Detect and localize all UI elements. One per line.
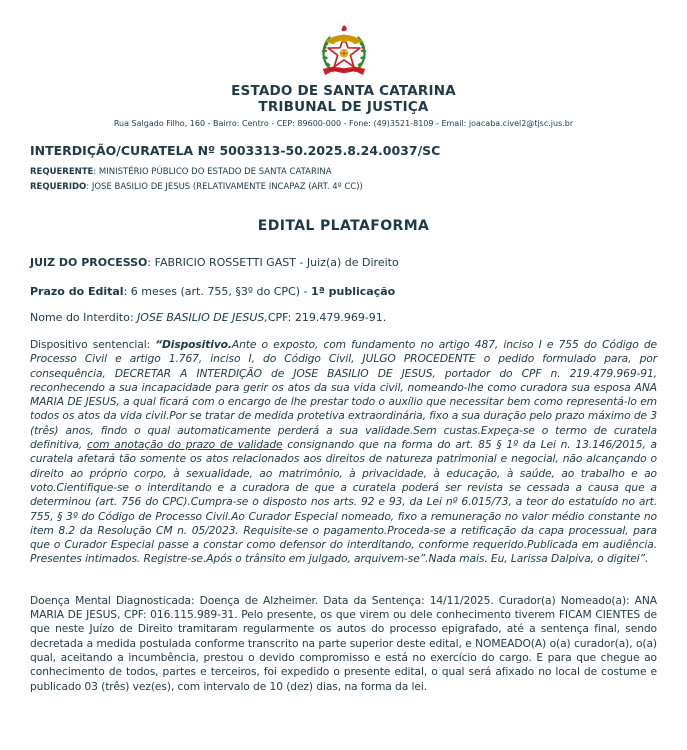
edital-term-line [30, 285, 657, 298]
sentence-dispositivo-paragraph [30, 338, 657, 567]
requerido-line [30, 182, 657, 192]
publication-number: 1ª publicação [310, 285, 396, 298]
santa-catarina-coat-of-arms-icon [316, 22, 372, 80]
court-name: TRIBUNAL DE JUSTIÇA [258, 98, 429, 115]
interdicted-name: JOSE BASILIO DE JESUS, [137, 311, 268, 324]
state-name: ESTADO DE SANTA CATARINA [231, 83, 456, 99]
requerido-value: : JOSE BASILIO DE JESUS (RELATIVAMENTE INCAPAZ (ART. 4º CC)) [86, 182, 363, 192]
judge-value: : FABRICIO ROSSETTI GAST - Juiz(a) de Direito [147, 256, 399, 269]
interdicted-cpf: CPF: 219.479.969-91. [267, 311, 387, 324]
term-label: Prazo do Edital [30, 285, 124, 298]
requerente-line [30, 167, 657, 177]
final-notice-paragraph: Doença Mental Diagnosticada: Doença de Alzheimer. Data da Sentença: 14/11/2025. Curador(a) Nomeado(a): ANA MARIA DE JESUS, CPF: 016.115.989-31. Pelo presente, os que virem ou dele conhecimento tiverem FICAM CIENTES de que neste Juízo de Direito tramitaram regularmente os autos do processo epigrafado, até a sentença final, sendo decretada a medida postulada conforme transcrito na parte superior deste edital, e NOMEADO(A) o(a) curador(a), o(a) qual, aceitando a incumbência, prestou o devido compromisso e está no exercício do cargo. E para que chegue ao conhecimento de todos, partes e terceiros, foi expedido o presente edital, o qual será afixado no local de costume e publicado 03 (três) vez(es), com intervalo de 10 (dez) dias, na forma da lei. [30, 593, 657, 693]
document-header [30, 22, 657, 129]
judge-line [30, 256, 657, 269]
dispositivo-body-1: Ante o exposto, com fundamento no artigo 487, inciso I e 755 do Código de Processo Civil e artigo 1.767, inciso I, do Código Civil, JULGO PROCEDENTE o pedido formulado para, por consequência, DECRETAR A INTERDIÇÃO de JOSE BASILIO DE JESUS, portador do CPF n. 219.479.969-91, reconhecendo a sua incapacidade para gerir os atos da sua vida civil, nomeando-lhe como curadora sua esposa ANA MARIA DE JESUS, a qual ficará com o encargo de lhe prestar todo o auxílio que necessitar bem como representá-lo em todos os atos da vida civil.Por se tratar de medida protetiva extraordinária, fixo a sua duração pelo prazo máximo de 3 (três) anos, findo o qual automaticamente perderá a sua validade.Sem custas.Expeça-se o termo de curatela definitiva, [30, 338, 657, 452]
requerente-value: : MINISTÉRIO PÚBLICO DO ESTADO DE SANTA CATARINA [93, 167, 332, 177]
case-number-title: INTERDIÇÃO/CURATELA Nº 5003313-50.2025.8.24.0037/SC [30, 143, 441, 158]
requerido-label: REQUERIDO [30, 182, 87, 192]
court-address-line: Rua Salgado Filho, 160 - Bairro: Centro - CEP: 89600-000 - Fone: (49)3521-8109 - Email: joacaba.civel2@tjsc.jus.br [113, 119, 574, 128]
dispositivo-intro: Dispositivo sentencial: [30, 338, 156, 351]
interdicted-name-line [30, 311, 657, 324]
requerente-label: REQUERENTE [30, 167, 94, 177]
edital-title: EDITAL PLATAFORMA [257, 218, 430, 234]
judge-label: JUIZ DO PROCESSO [30, 256, 148, 269]
dispositivo-underlined-phrase: com anotação do prazo de validade [86, 438, 283, 452]
dispositivo-opening: “Dispositivo. [155, 338, 232, 351]
dispositivo-body-2: consignando que na forma do art. 85 § 1º da Lei n. 13.146/2015, a curatela afetará tão somente os atos relacionados aos direitos de natureza patrimonial e negocial, não alcançando o direito ao próprio corpo, à sexualidade, ao matrimônio, à privacidade, à educação, à saúde, ao trabalho e ao voto.Cientifique-se o interditando e a curadora de que a curatela poderá ser revista se cessada a causa que a determinou (art. 756 do CPC).Cumpra-se o disposto nos arts. 92 e 93, da Lei nº 6.015/73, a teor do estatuído no art. 755, § 3º do Código de Processo Civil.Ao Curador Especial nomeado, fixo a remuneração no valor médio constante no item 8.2 da Resolução CM n. 05/2023. Requisite-se o pagamento.Proceda-se a retificação da capa processual, para que o Curador Especial passe a constar como defensor do interditando, conforme requerido.Publicada em audiência. Presentes intimados. Registre-se.Após o trânsito em julgado, arquivem-se”.Nada mais. Eu, Larissa Dalpiva, o digitei”. [30, 438, 657, 566]
interdicted-label: Nome do Interdito: [30, 311, 138, 324]
term-value: : 6 meses (art. 755, §3º do CPC) - [123, 285, 311, 298]
